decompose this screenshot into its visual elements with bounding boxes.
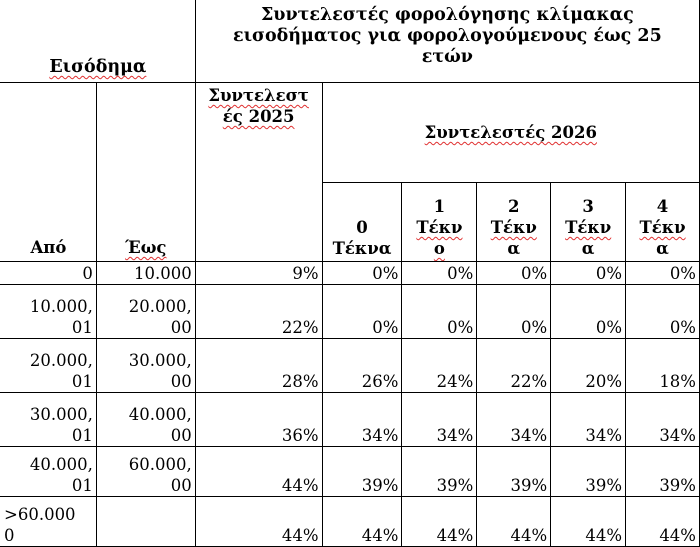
to-header	[96, 83, 195, 262]
kids-1-label-b: ο	[433, 239, 445, 258]
to-value-line-1: 30.000,	[128, 351, 192, 370]
main-title-line-2: εισοδήματος για φορολογούμενους έως 25	[232, 26, 662, 46]
kids-3-number: 3	[582, 197, 594, 216]
rate-kids-3-cell: 44%	[551, 497, 626, 547]
rate-kids-1-cell: 39%	[402, 447, 477, 497]
income-header	[1, 1, 196, 83]
kids-2-number: 2	[508, 197, 520, 216]
main-title-header	[195, 1, 699, 83]
table-row	[1, 339, 700, 393]
from-value-line-2: 0	[4, 526, 15, 545]
from-cell	[1, 497, 97, 547]
kids-3-header	[551, 183, 626, 262]
rate-kids-1-cell: 0%	[402, 285, 477, 339]
table-row	[1, 262, 700, 285]
to-value-line-2: 00	[170, 426, 192, 445]
from-value-line-2: 01	[71, 318, 93, 337]
from-cell	[1, 393, 97, 447]
table-row	[1, 497, 700, 547]
to-cell	[96, 262, 195, 285]
table-row	[1, 393, 700, 447]
kids-3-label-b: α	[581, 239, 595, 258]
rate-kids-2-cell: 44%	[477, 497, 551, 547]
kids-4-number: 4	[656, 197, 669, 216]
to-cell	[96, 285, 195, 339]
from-value-line-1: 30.000,	[29, 405, 93, 424]
rate-2025-cell: 9%	[195, 262, 322, 285]
rate-kids-1-cell: 24%	[402, 339, 477, 393]
kids-2-header	[477, 183, 551, 262]
rates-2026-header	[322, 83, 699, 183]
income-header-label: Εισόδημα	[49, 57, 147, 77]
rate-kids-3-cell: 34%	[551, 393, 626, 447]
from-value-line-2: 01	[71, 426, 93, 445]
table-row	[1, 447, 700, 497]
kids-0-number: 0	[356, 218, 368, 237]
rate-kids-4-cell: 34%	[626, 393, 700, 447]
rate-kids-2-cell: 34%	[477, 393, 551, 447]
from-header-label: Από	[30, 238, 67, 257]
main-title-line-1: Συντελεστές φορολόγησης κλίμακας	[260, 5, 634, 25]
main-title-line-3: ετών	[421, 47, 473, 67]
table-row	[1, 285, 700, 339]
from-value-line-1: 20.000,	[29, 351, 93, 370]
rates-2025-line-2: ές 2025	[222, 107, 295, 126]
to-value-line-1: 40.000,	[128, 405, 192, 424]
rate-2025-cell: 44%	[195, 497, 322, 547]
rate-kids-4-cell: 39%	[626, 447, 700, 497]
to-header-label: Έως	[125, 238, 167, 257]
from-cell	[1, 447, 97, 497]
to-value: 10.000	[133, 264, 192, 283]
rate-kids-1-cell: 0%	[402, 262, 477, 285]
rate-kids-1-cell: 34%	[402, 393, 477, 447]
kids-2-label-a: Τέκν	[490, 218, 537, 237]
rate-kids-0-cell: 0%	[322, 285, 402, 339]
kids-0-header	[322, 183, 402, 262]
rate-2025-cell: 36%	[195, 393, 322, 447]
from-cell	[1, 285, 97, 339]
rate-kids-4-cell: 18%	[626, 339, 700, 393]
rate-kids-2-cell: 22%	[477, 339, 551, 393]
rate-2025-cell: 44%	[195, 447, 322, 497]
rate-kids-2-cell: 0%	[477, 285, 551, 339]
from-value-line-1: 40.000,	[29, 455, 93, 474]
kids-1-label-a: Τέκν	[416, 218, 463, 237]
rate-2025-cell: 22%	[195, 285, 322, 339]
rate-kids-3-cell: 0%	[551, 285, 626, 339]
rate-kids-1-cell: 44%	[402, 497, 477, 547]
to-value-line-2: 00	[170, 476, 192, 495]
rate-kids-0-cell: 26%	[322, 339, 402, 393]
kids-4-label-b: α	[656, 239, 669, 258]
to-value-line-1: 20.000,	[128, 297, 192, 316]
kids-4-header	[626, 183, 700, 262]
from-value-line-2: 01	[71, 476, 93, 495]
to-cell	[96, 393, 195, 447]
rate-kids-4-cell: 0%	[626, 285, 700, 339]
rate-kids-3-cell: 0%	[551, 262, 626, 285]
rate-kids-2-cell: 0%	[477, 262, 551, 285]
rate-2025-cell: 28%	[195, 339, 322, 393]
rates-2025-line-1: Συντελεστ	[208, 86, 309, 105]
from-cell	[1, 262, 97, 285]
rates-2026-label: Συντελεστές 2026	[424, 123, 597, 142]
kids-2-label-b: α	[507, 239, 521, 258]
rate-kids-0-cell: 39%	[322, 447, 402, 497]
to-cell	[96, 447, 195, 497]
rate-kids-0-cell: 44%	[322, 497, 402, 547]
from-value-line-1: >60.000	[4, 505, 76, 524]
kids-3-label-a: Τέκν	[565, 218, 612, 237]
rate-kids-2-cell: 39%	[477, 447, 551, 497]
to-value-line-2: 00	[170, 372, 192, 391]
rate-kids-3-cell: 39%	[551, 447, 626, 497]
header-row-2	[1, 83, 700, 183]
to-value-line-1: 60.000,	[128, 455, 192, 474]
rate-kids-0-cell: 34%	[322, 393, 402, 447]
kids-0-label: Τέκνα	[332, 239, 392, 258]
header-row-1	[1, 1, 700, 83]
from-header	[1, 83, 97, 262]
from-value-line-1: 10.000,	[29, 297, 93, 316]
kids-1-header	[402, 183, 477, 262]
rates-2025-header	[195, 83, 322, 262]
rate-kids-0-cell: 0%	[322, 262, 402, 285]
from-cell	[1, 339, 97, 393]
from-value-line-2: 01	[71, 372, 93, 391]
to-value-line-2: 00	[170, 318, 192, 337]
from-value: 0	[82, 264, 93, 283]
kids-4-label-a: Τέκν	[639, 218, 686, 237]
to-cell	[96, 339, 195, 393]
rate-kids-4-cell: 0%	[626, 262, 700, 285]
kids-1-number: 1	[433, 197, 446, 216]
rate-kids-4-cell: 44%	[626, 497, 700, 547]
to-cell	[96, 497, 195, 547]
rate-kids-3-cell: 20%	[551, 339, 626, 393]
